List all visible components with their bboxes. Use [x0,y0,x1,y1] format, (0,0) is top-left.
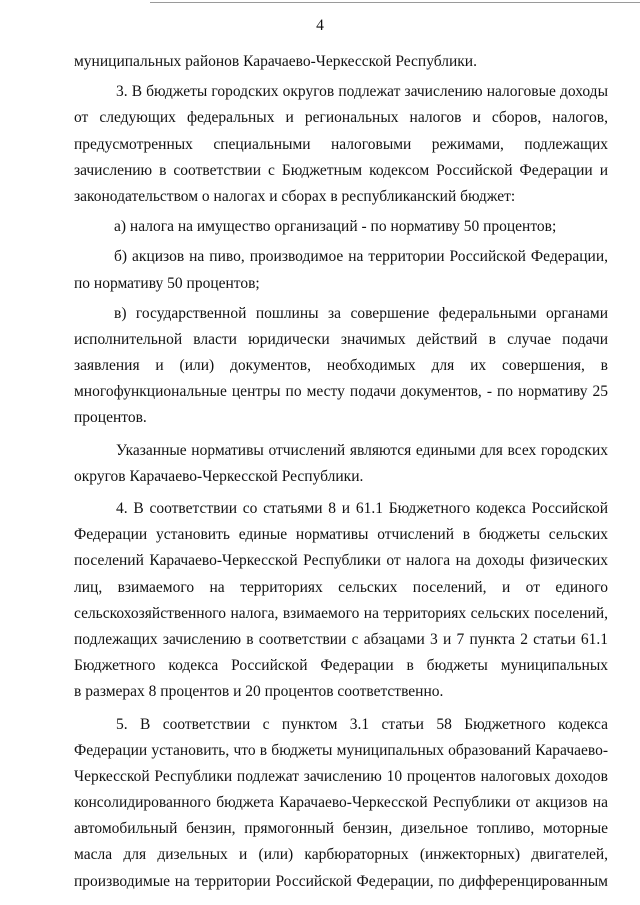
paragraph-subitem-b [74,244,608,296]
text-line: 5. В соответствии с пунктом 3.1 статьи 58 Бюджетного кодекса [116,715,608,733]
paragraph-item-4 [74,496,608,706]
text-line: законодательством о налогах и сборах в республиканский бюджет: [74,187,516,205]
paragraph-continuation [74,49,608,75]
text-line: 4. В соответствии со статьями 8 и 61.1 Бюджетного кодекса Российской [116,500,608,517]
text-line: производимые на территории Российской Федерации, по дифференцированным [74,872,608,890]
text-line: поселений Карачаево-Черкесской Республики от налога на доходы физических [74,552,608,570]
text-line: Черкесской Республики подлежат зачислению 10 процентов налоговых доходов [74,767,608,785]
text-line: подлежащих зачислению в соответствии с абзацами 3 и 7 пункта 2 статьи 61.1 [74,630,608,648]
text-line: предусмотренных специальными налоговыми режимами, подлежащих [74,135,608,153]
text-line: заявления и (или) документов, необходимых для их совершения, в [74,357,608,375]
paragraph-note [74,438,608,490]
top-border-line [150,2,640,3]
text-line: процентов. [74,409,147,427]
text-line: зачислению в соответствии с Бюджетным кодексом Российской Федерации и [74,161,608,179]
document-body [74,49,608,895]
text-line: по нормативу 50 процентов; [74,274,260,292]
text-line: сельскохозяйственного налога, взимаемого на территориях сельских поселений, [74,604,608,622]
text-line: от следующих федеральных и региональных налогов и сборов, налогов, [74,109,608,127]
text-line: Указанные нормативы отчислений являются едиными для всех городских [116,441,608,459]
paragraph-subitem-a [74,214,608,240]
text-line: многофункциональные центры по месту подачи документов, - по нормативу 25 [74,383,608,401]
text-line: муниципальных районов Карачаево-Черкесской Республики. [74,53,477,70]
text-line: автомобильный бензин, прямогонный бензин, дизельное топливо, моторные [74,820,608,838]
text-line: Федерации установить единые нормативы отчислений в бюджеты сельских [74,526,608,544]
text-line: а) налога на имущество организаций - по нормативу 50 процентов; [114,218,557,236]
text-line: в) государственной пошлины за совершение федеральными органами [114,304,608,322]
text-line: лиц, взимаемого на территориях сельских поселений, и от единого [74,578,608,596]
paragraph-item-5 [74,712,608,895]
text-line: округов Карачаево-Черкесской Республики. [74,467,364,485]
text-line: Бюджетного кодекса Российской Федерации в бюджеты муниципальных [74,657,608,675]
paragraph-item-3 [74,79,608,210]
text-line: 3. В бюджеты городских округов подлежат зачислению налоговые доходы [116,83,608,101]
text-line: консолидированного бюджета Карачаево-Черкесской Республики от акцизов на [74,794,608,812]
page-number: 4 [316,17,324,34]
paragraph-subitem-v [74,301,608,432]
text-line: б) акцизов на пиво, производимое на территории Российской Федерации, [114,248,608,266]
text-line: в размерах 8 процентов и 20 процентов соответственно. [74,683,444,701]
text-line: масла для дизельных и (или) карбюраторных (инжекторных) двигателей, [74,846,608,864]
text-line: исполнительной власти юридически значимых действий в случае подачи [74,330,608,348]
text-line: Федерации установить, что в бюджеты муниципальных образований Карачаево- [74,741,608,759]
